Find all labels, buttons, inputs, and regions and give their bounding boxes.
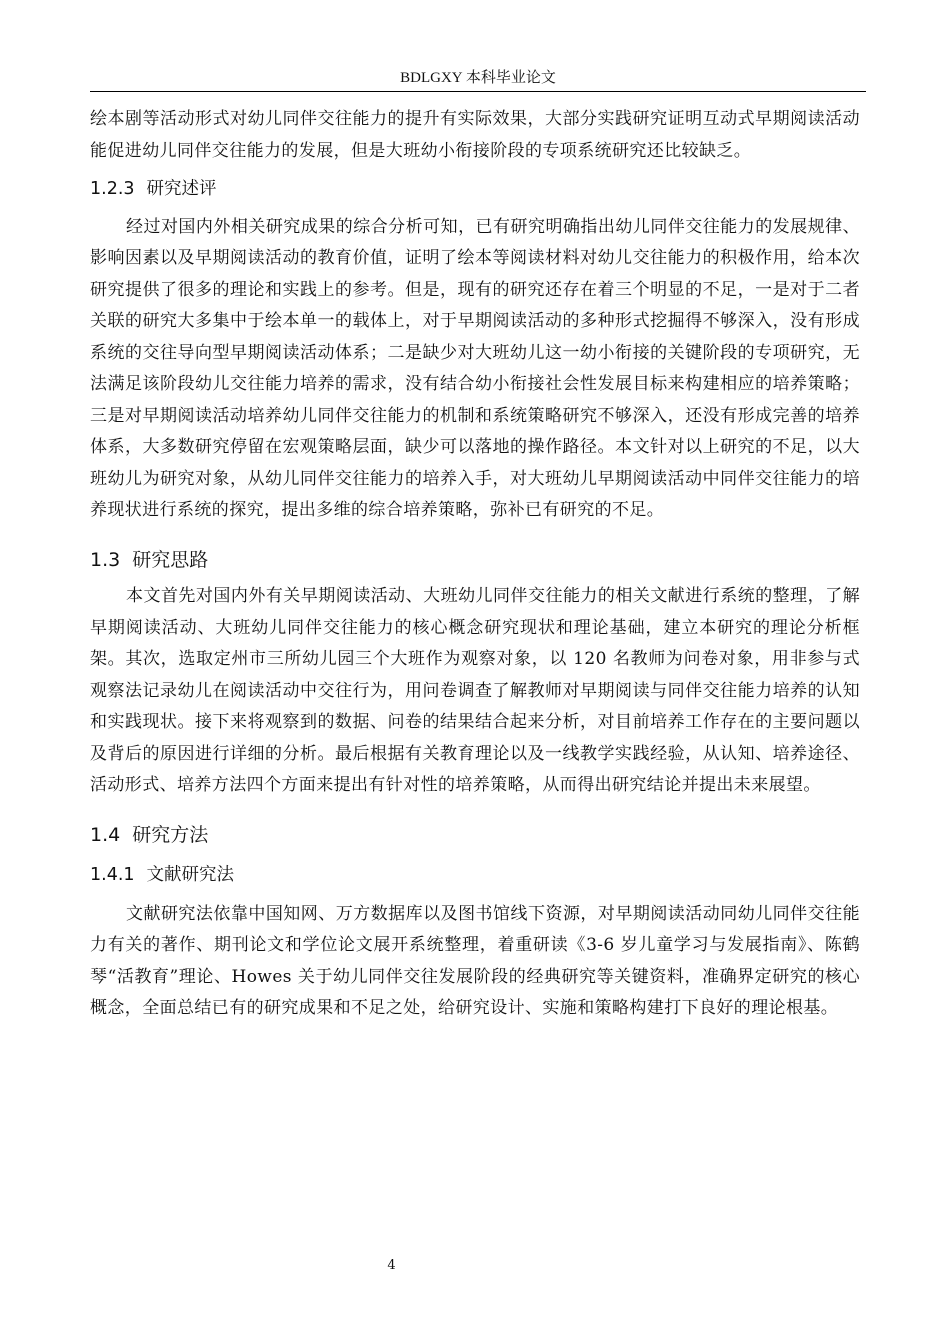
heading-number: 1.3 — [90, 548, 121, 571]
header-rule — [90, 91, 866, 92]
paragraph-continued: 绘本剧等活动形式对幼儿同伴交往能力的提升有实际效果，大部分实践研究证明互动式早期阅读活动能促进幼儿同伴交往能力的发展，但是大班幼小衔接阶段的专项系统研究还比较缺乏。 — [90, 109, 860, 161]
heading-1-2-3 — [90, 174, 860, 206]
heading-1-4-1 — [90, 860, 860, 892]
heading-1-3 — [90, 545, 860, 577]
page-number: 4 — [387, 1258, 396, 1273]
heading-title: 研究述评 — [146, 179, 217, 199]
heading-title: 研究方法 — [132, 823, 209, 846]
heading-title: 研究思路 — [132, 548, 209, 571]
paragraph-review: 经过对国内外相关研究成果的综合分析可知，已有研究明确指出幼儿同伴交往能力的发展规律、影响因素以及早期阅读活动的教育价值，证明了绘本等阅读材料对幼儿交往能力的积极作用，给本次研究提供了很多的理论和实践上的参考。但是，现有的研究还存在着三个明显的不足，一是对于二者关联的研究大多集中于绘本单一的载体上，对于早期阅读活动的多种形式挖掘得不够深入，没有形成系统的交往导向型早期阅读活动体系；二是缺少对大班幼儿这一幼小衔接的关键阶段的专项研究，无法满足该阶段幼儿交往能力培养的需求，没有结合幼小衔接社会性发展目标来构建相应的培养策略；三是对早期阅读活动培养幼儿同伴交往能力的机制和系统策略研究不够深入，还没有形成完善的培养体系，大多数研究停留在宏观策略层面，缺少可以落地的操作路径。本文针对以上研究的不足，以大班幼儿为研究对象，从幼儿同伴交往能力的培养入手，对大班幼儿早期阅读活动中同伴交往能力的培养现状进行系统的探究，提出多维的综合培养策略，弥补已有研究的不足。 — [90, 216, 860, 520]
heading-title: 文献研究法 — [146, 865, 235, 885]
heading-number: 1.4 — [90, 823, 121, 846]
paragraph-approach: 本文首先对国内外有关早期阅读活动、大班幼儿同伴交往能力的相关文献进行系统的整理，了解早期阅读活动、大班幼儿同伴交往能力的核心概念研究现状和理论基础，建立本研究的理论分析框架。其次，选取定州市三所幼儿园三个大班作为观察对象，以 120 名教师为问卷对象，用非参与式观察法记录幼儿在阅读活动中交往行为，用问卷调查了解教师对早期阅读与同伴交往能力培养的认知和实践现状。接下来将观察到的数据、问卷的结果结合起来分析，对目前培养工作存在的主要问题以及背后的原因进行详细的分析。最后根据有关教育理论以及一线教学实践经验，从认知、培养途径、活动形式、培养方法四个方面来提出有针对性的培养策略，从而得出研究结论并提出未来展望。 — [90, 586, 860, 795]
heading-number: 1.2.3 — [90, 179, 135, 199]
heading-number: 1.4.1 — [90, 865, 135, 885]
heading-1-4 — [90, 820, 860, 852]
page-body — [90, 104, 860, 1025]
running-header: BDLGXY 本科毕业论文 — [400, 70, 556, 86]
paragraph-literature: 文献研究法依靠中国知网、万方数据库以及图书馆线下资源，对早期阅读活动同幼儿同伴交往能力有关的著作、期刊论文和学位论文展开系统整理，着重研读《3-6 岁儿童学习与发展指南》、陈鹤琴“活教育”理论、Howes 关于幼儿同伴交往发展阶段的经典研究等关键资料，准确界定研究的核心概念，全面总结已有的研究成果和不足之处，给研究设计、实施和策略构建打下良好的理论根基。 — [90, 903, 860, 1018]
